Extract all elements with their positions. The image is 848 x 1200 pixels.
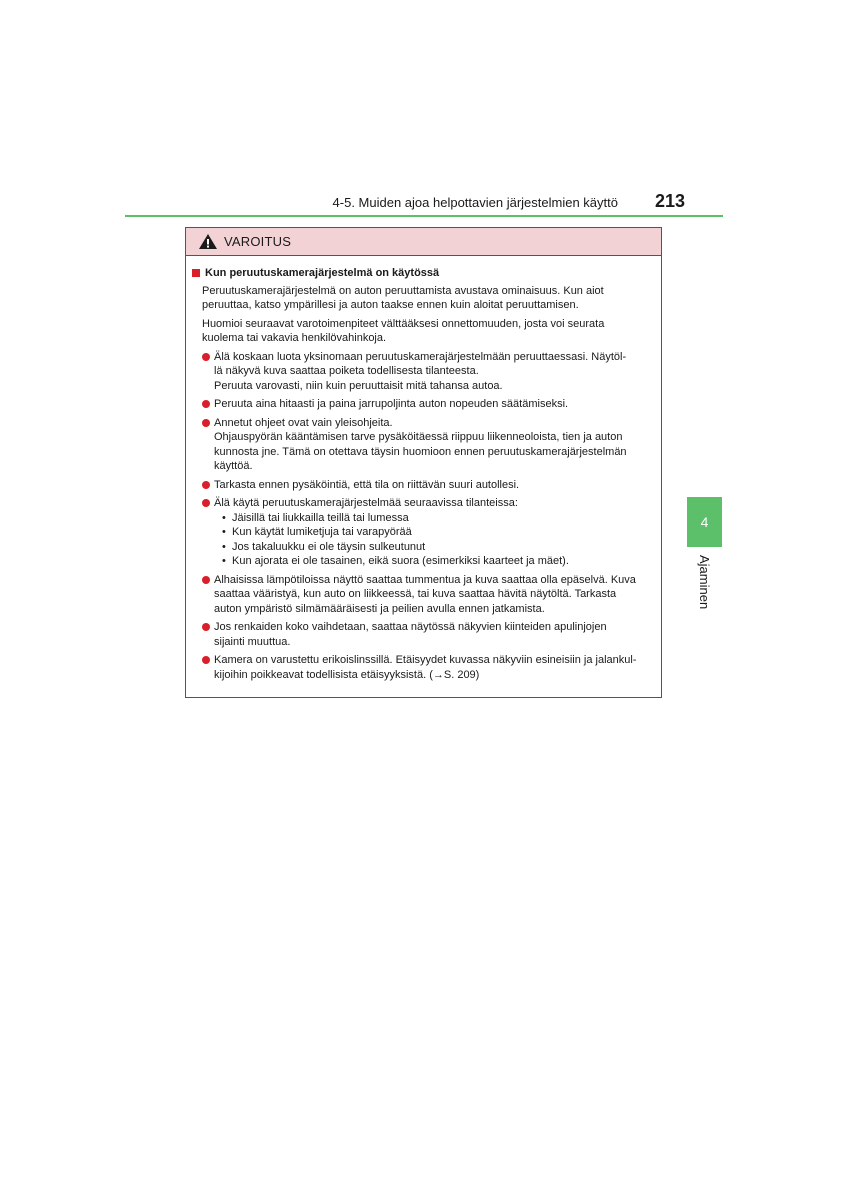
text-line: Peruutuskamerajärjestelmä on auton peruuttamista avustava ominaisuus. Kun aiot: [202, 284, 604, 297]
section-title-text: Kun peruutuskamerajärjestelmä on käytössä: [205, 267, 440, 279]
text-line: Älä käytä peruutuskamerajärjestelmää seuraavissa tilanteissa:: [214, 497, 518, 509]
warning-label: VAROITUS: [224, 234, 292, 249]
text-line: peruuttaa, katso ympärillesi ja auton taakse ennen kuin aloitat peruuttamisen.: [202, 299, 579, 311]
text-line: Alhaisissa lämpötiloissa näyttö saattaa tummentua ja kuva saattaa olla epäselvä. Kuva: [214, 573, 636, 586]
sub-bullet-text: Jäisillä tai liukkailla teillä tai lumessa: [232, 511, 409, 524]
bullet-item: [202, 478, 653, 493]
small-bullet-icon: •: [222, 555, 226, 567]
small-bullet-icon: •: [222, 526, 226, 538]
text-line: Ohjauspyörän kääntämisen tarve pysäköitäessä riippuu liikenneoloista, tien ja auton: [214, 431, 623, 443]
bullet-item: [202, 350, 653, 394]
sub-bullet-text: Jos takaluukku ei ole täysin sulkeutunut: [232, 540, 426, 553]
text-line: käyttöä.: [214, 460, 253, 472]
section-header-title: 4-5. Muiden ajoa helpottavien järjestelmien käyttö: [332, 195, 618, 210]
bullet-item: [202, 620, 653, 649]
sub-bullet-text: Kun ajorata ei ole tasainen, eikä suora (esimerkiksi kaarteet ja mäet).: [232, 555, 569, 567]
header-divider: [125, 215, 723, 217]
intro-paragraph: [202, 284, 653, 313]
sub-bullet-item: [222, 525, 653, 540]
text-line: kunnosta jne. Tämä on otettava täysin huomioon ennen peruutuskamerajärjestelmän: [214, 445, 627, 458]
bullet-item: [202, 397, 653, 412]
bullet-text: [214, 397, 653, 412]
red-bullet-icon: [202, 481, 210, 489]
sub-bullet-item: [222, 511, 653, 526]
text-line: Tarkasta ennen pysäköintiä, että tila on riittävän suuri autollesi.: [214, 478, 520, 491]
text-line: auton ympäristö silmämääräisesti ja peilien avulla ennen jatkamista.: [214, 602, 545, 615]
square-bullet-icon: [192, 269, 200, 277]
red-bullet-icon: [202, 499, 210, 507]
text-line: Älä koskaan luota yksinomaan peruutuskamerajärjestelmään peruuttaessasi. Näytöl-: [214, 350, 627, 363]
sub-bullet-item: [222, 554, 653, 569]
text-line: lä näkyvä kuva saattaa poiketa todellisesta tilanteesta.: [214, 365, 479, 377]
bullet-item: [202, 496, 653, 569]
chapter-label: Ajaminen: [697, 555, 712, 610]
chapter-number: 4: [700, 514, 709, 530]
red-bullet-icon: [202, 400, 210, 408]
warning-header: [186, 228, 661, 256]
bullet-item: [202, 416, 653, 474]
text-line: saattaa vääristyä, kun auto on liikkeessä, tai kuva saattaa hävitä näytöltä. Tarkasta: [214, 588, 617, 600]
text-line: Jos renkaiden koko vaihdetaan, saattaa näytössä näkyvien kiinteiden apulinjojen: [214, 621, 607, 633]
bullet-item: [202, 653, 653, 682]
red-bullet-icon: [202, 623, 210, 631]
text-line: Peruuta aina hitaasti ja paina jarrupoljinta auton nopeuden säätämiseksi.: [214, 398, 569, 410]
warning-content: [186, 256, 661, 682]
text-line: Kamera on varustettu erikoislinssillä. Etäisyydet kuvassa näkyviin esineisiin ja jalankul-: [214, 654, 637, 666]
text-line: kuolema tai vakavia henkilövahinkoja.: [202, 332, 387, 344]
page-number: 213: [655, 191, 686, 211]
bullet-text: [214, 478, 653, 493]
bullet-text: [214, 350, 653, 394]
bullet-text: [214, 573, 653, 617]
sub-bullet-text: Kun käytät lumiketjuja tai varapyörää: [232, 526, 412, 538]
bullet-text: [214, 416, 653, 474]
text-line: kijoihin poikkeavat todellisista etäisyyksistä. (→S. 209): [214, 668, 480, 681]
bullet-text: [214, 653, 653, 682]
chapter-tab: [687, 497, 722, 547]
text-line: Huomioi seuraavat varotoimenpiteet välttääksesi onnettomuuden, josta voi seurata: [202, 317, 605, 330]
small-bullet-icon: •: [222, 540, 226, 553]
bullet-text: [214, 620, 653, 649]
warning-triangle-icon: [198, 233, 218, 250]
sub-bullet-item: [222, 540, 653, 555]
text-line: Annetut ohjeet ovat vain yleisohjeita.: [214, 416, 393, 429]
warning-box: [185, 227, 662, 698]
bullet-text: [214, 496, 653, 569]
red-bullet-icon: [202, 419, 210, 427]
red-bullet-icon: [202, 576, 210, 584]
text-line: Peruuta varovasti, niin kuin peruuttaisit mitä tahansa autoa.: [214, 379, 503, 392]
bullet-item: [202, 573, 653, 617]
section-title: [192, 266, 653, 281]
small-bullet-icon: •: [222, 511, 226, 524]
red-bullet-icon: [202, 353, 210, 361]
intro-paragraph: [202, 317, 653, 346]
text-line: sijainti muuttua.: [214, 635, 291, 648]
red-bullet-icon: [202, 656, 210, 664]
